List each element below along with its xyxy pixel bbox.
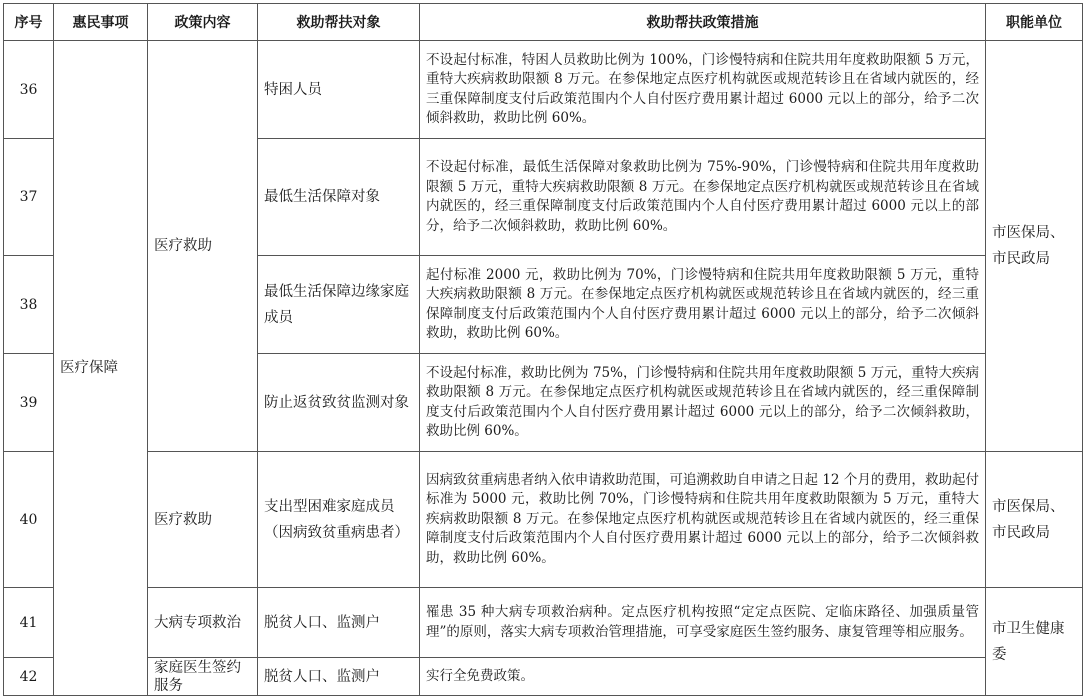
target-cell: 脱贫人口、监测户	[258, 658, 420, 696]
header-measure: 救助帮扶政策措施	[420, 4, 986, 41]
content-cell: 医疗救助	[148, 452, 258, 588]
header-row	[4, 4, 1083, 41]
unit-cell	[986, 41, 1083, 452]
unit-cell	[986, 452, 1083, 588]
unit-text: 市医保局、市民政局	[992, 225, 1065, 267]
table-row	[4, 41, 1083, 139]
target-cell: 最低生活保障边缘家庭成员	[258, 256, 420, 354]
row-num: 38	[4, 256, 54, 354]
row-num: 36	[4, 41, 54, 139]
row-num: 41	[4, 588, 54, 658]
unit-cell	[986, 588, 1083, 696]
measure-cell: 不设起付标准，最低生活保障对象救助比例为 75%-90%，门诊慢特病和住院共用年度救助限额 5 万元，重特大疾病救助限额 8 万元。在参保地定点医疗机构就医或规范转诊且在省域内就医的，经三重保障制度支付后政策范围内个人自付医疗费用累计超过 6000 元以上的部分，给予二次倾斜救助，救助比例 60%。	[420, 139, 986, 256]
measure-cell: 不设起付标准，特困人员救助比例为 100%，门诊慢特病和住院共用年度救助限额 5 万元，重特大疾病救助限额 8 万元。在参保地定点医疗机构就医或规范转诊且在省域内就医的，经三重保障制度支付后政策范围内个人自付医疗费用累计超过 6000 元以上的部分，给予二次倾斜救助，救助比例 60%。	[420, 41, 986, 139]
content-cell: 大病专项救治	[148, 588, 258, 658]
target-cell: 脱贫人口、监测户	[258, 588, 420, 658]
policy-table	[3, 3, 1083, 696]
header-target: 救助帮扶对象	[258, 4, 420, 41]
category-cell: 医疗保障	[54, 41, 148, 696]
row-num: 42	[4, 658, 54, 696]
measure-cell: 罹患 35 种大病专项救治病种。定点医疗机构按照“定定点医院、定临床路径、加强质量管理”的原则，落实大病专项救治管理措施，可享受家庭医生签约服务、康复管理等相应服务。	[420, 588, 986, 658]
header-num: 序号	[4, 4, 54, 41]
table-row	[4, 588, 1083, 658]
unit-text: 市卫生健康委	[992, 620, 1065, 663]
row-num: 37	[4, 139, 54, 256]
measure-cell: 起付标准 2000 元，救助比例为 70%，门诊慢特病和住院共用年度救助限额 5 万元，重特大疾病救助限额 8 万元。在参保地定点医疗机构就医或规范转诊且在省域内就医的，经三重保障制度支付后政策范围内个人自付医疗费用累计超过 6000 元以上的部分，给予二次倾斜救助，救助比例 60%。	[420, 256, 986, 354]
header-unit: 职能单位	[986, 4, 1083, 41]
table-row	[4, 452, 1083, 588]
target-cell: 特困人员	[258, 41, 420, 139]
header-category: 惠民事项	[54, 4, 148, 41]
measure-cell: 实行全免费政策。	[420, 658, 986, 696]
measure-cell: 因病致贫重病患者纳入依申请救助范围，可追溯救助自申请之日起 12 个月的费用，救助起付标准为 5000 元，救助比例 70%，门诊慢特病和住院共用年度救助限额为 5 万元，重特大疾病救助限额 8 万元。在参保地定点医疗机构就医或规范转诊且在省域内就医的，经三重保障制度支付后政策范围内个人自付医疗费用累计超过 6000 元以上的部分，给予二次倾斜救助，救助比例 60%。	[420, 452, 986, 588]
table-row	[4, 658, 1083, 696]
target-cell: 支出型困难家庭成员（因病致贫重病患者）	[258, 452, 420, 588]
target-cell: 最低生活保障对象	[258, 139, 420, 256]
target-cell: 防止返贫致贫监测对象	[258, 354, 420, 452]
content-cell: 医疗救助	[148, 41, 258, 452]
content-cell: 家庭医生签约服务	[148, 658, 258, 696]
row-num: 40	[4, 452, 54, 588]
row-num: 39	[4, 354, 54, 452]
measure-cell: 不设起付标准，救助比例为 75%，门诊慢特病和住院共用年度救助限额 5 万元，重特大疾病救助限额 8 万元。在参保地定点医疗机构就医或规范转诊且在省域内就医的，经三重保障制度支付后政策范围内个人自付医疗费用累计超过 6000 元以上的部分，给予二次倾斜救助，救助比例 60%。	[420, 354, 986, 452]
header-content: 政策内容	[148, 4, 258, 41]
unit-text: 市医保局、市民政局	[992, 498, 1065, 541]
